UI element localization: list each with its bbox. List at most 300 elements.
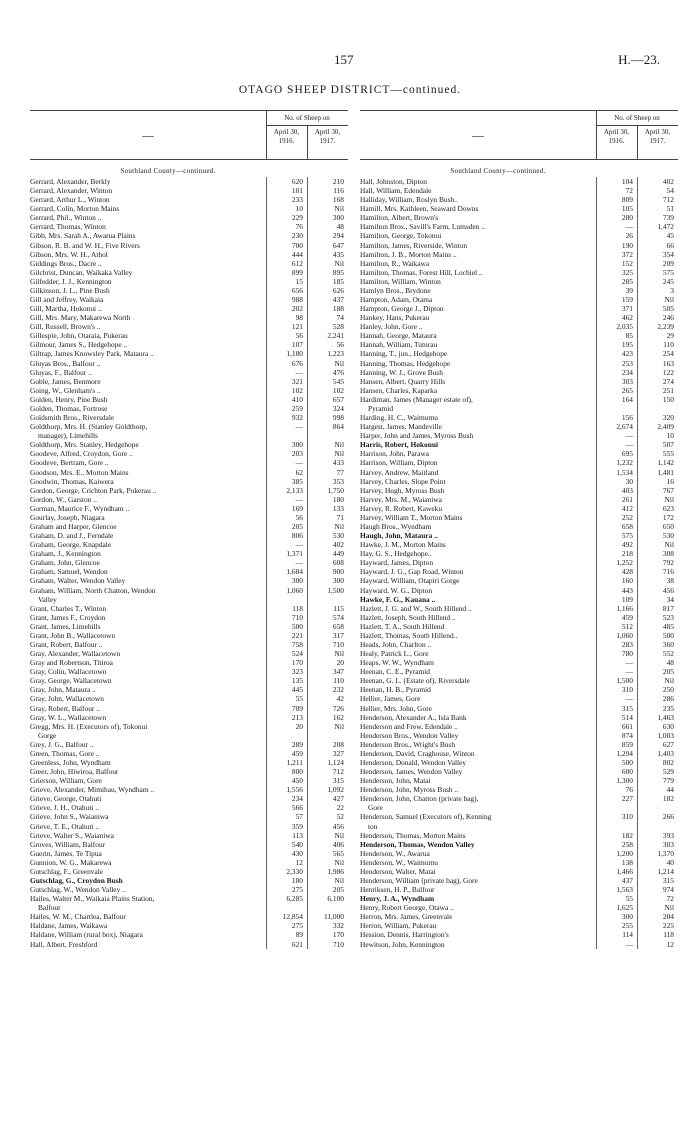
- table-row: [30, 195, 348, 204]
- owner-name-cell: Gunnion, W. G., Makarewa: [30, 857, 112, 867]
- sheep-1917-cell: 716: [662, 567, 674, 577]
- page-number: 157: [334, 52, 354, 67]
- owner-name-cell: Hamilton, R., Waikawa: [360, 258, 430, 268]
- sheep-1916-cell: 300: [621, 912, 633, 922]
- sheep-1917-cell: 974: [662, 885, 674, 895]
- sheep-1916-cell: 121: [291, 322, 303, 332]
- sheep-1916-cell: 160: [621, 576, 633, 586]
- table-row: [30, 368, 348, 377]
- table-row: [360, 422, 678, 431]
- sheep-1916-cell: 2,674: [616, 422, 633, 432]
- table-row: [30, 177, 348, 186]
- sheep-1917-cell: 320: [662, 413, 674, 423]
- sheep-1917-cell: 864: [332, 422, 344, 432]
- table-row: [360, 222, 678, 231]
- sheep-1917-cell: 523: [662, 612, 674, 622]
- sheep-1917-cell: 74: [336, 313, 344, 323]
- sheep-1917-cell: 245: [662, 276, 674, 286]
- sheep-1917-cell: 802: [662, 758, 674, 767]
- table-row: [360, 377, 678, 386]
- table-row: [360, 440, 678, 449]
- table-row: [360, 785, 678, 794]
- sheep-1917-cell: 29: [666, 331, 674, 341]
- owner-name-cell: Gore: [368, 803, 383, 813]
- table-row: [360, 930, 678, 939]
- table-row: [360, 277, 678, 286]
- table-row: [360, 794, 678, 803]
- sheep-1916-cell: 899: [291, 267, 303, 277]
- owner-name-cell: Grant, John B., Wallacetown: [30, 630, 116, 640]
- table-row: [30, 867, 348, 876]
- table-row: [30, 231, 348, 240]
- sheep-1917-cell: 327: [332, 748, 344, 758]
- sheep-1916-cell: 258: [621, 839, 633, 849]
- sheep-1917-cell: 1,370: [657, 848, 674, 858]
- sheep-1917-cell: Nil: [334, 649, 344, 659]
- table-row: [360, 885, 678, 894]
- sheep-1916-cell: 107: [291, 340, 303, 350]
- sheep-1917-cell: 608: [332, 558, 344, 568]
- owner-name-cell: Hazlett, Joseph, South Hillend ..: [360, 612, 456, 622]
- sheep-1917-cell: 402: [662, 177, 674, 186]
- sheep-1916-cell: 164: [621, 394, 633, 404]
- table-row: [30, 921, 348, 930]
- owner-name-cell: Henderson Bros., Wright's Bush: [360, 739, 456, 749]
- sheep-1916-cell: 323: [291, 667, 303, 677]
- owner-name-cell: Graham, William, North Chatton, Wendon: [30, 585, 156, 595]
- sheep-1916-cell: 566: [291, 803, 303, 813]
- owner-name-cell: Henderson and Frew, Edendale ..: [360, 721, 458, 731]
- owner-name-cell: Gutschlag, F., Greenvale: [30, 866, 104, 876]
- sheep-1917-cell: 1,124: [327, 758, 344, 767]
- sheep-1917-cell: 40: [666, 857, 674, 867]
- sheep-1917-cell: 353: [332, 476, 344, 486]
- sheep-1917-cell: 779: [662, 776, 674, 786]
- sheep-1917-cell: 116: [333, 186, 344, 196]
- sheep-1917-cell: 51: [666, 204, 674, 214]
- owner-name-cell: Harvey, William T., Morton Mains: [360, 512, 463, 522]
- sheep-1917-cell: 54: [666, 186, 674, 196]
- sheep-1916-cell: 234: [291, 794, 303, 804]
- sheep-1916-cell: 859: [621, 739, 633, 749]
- sheep-1916-cell: 988: [291, 295, 303, 305]
- sheep-1917-cell: 433: [332, 458, 344, 468]
- owner-name-cell: Grant, Charles T., Winton: [30, 603, 107, 613]
- sheep-1916-cell: 2,035: [616, 322, 633, 332]
- table-row: [30, 812, 348, 821]
- sheep-1916-cell: 10: [295, 204, 303, 214]
- sheep-1916-cell: 159: [621, 295, 633, 305]
- owner-name-cell: Hellier, Mrs. John, Gore: [360, 703, 432, 713]
- table-row: [30, 359, 348, 368]
- sheep-1917-cell: 274: [662, 376, 674, 386]
- owner-name-cell: Grieve, Walter S., Waianiwa: [30, 830, 114, 840]
- table-row: [30, 449, 348, 458]
- sheep-1916-cell: 700: [291, 240, 303, 250]
- owner-name-cell: Gray, John, Mataura ..: [30, 685, 96, 695]
- sheep-1917-cell: 254: [662, 349, 674, 359]
- sheep-1917-cell: 658: [332, 621, 344, 631]
- owner-name-cell: Heenan, H. B., Pyramid: [360, 685, 431, 695]
- sheep-1917-cell: [307, 431, 348, 440]
- sheep-1917-cell: 185: [332, 276, 344, 286]
- owner-name-cell: Gerrard, Colin, Morton Mains: [30, 204, 120, 214]
- sheep-1916-cell: 437: [621, 876, 633, 886]
- sheep-1917-cell: 182: [662, 794, 674, 804]
- sheep-1916-cell: 169: [291, 503, 303, 513]
- table-row: [360, 649, 678, 658]
- sheep-1917-cell: 38: [666, 576, 674, 586]
- owner-name-cell: Gibb, Mrs. Sarah A., Awarua Plains: [30, 231, 136, 241]
- owner-name-cell: Pyramid: [368, 403, 394, 413]
- owner-name-cell: Graham, George, Knapdale: [30, 540, 112, 550]
- owner-name-cell: Hamilton, Thomas, Forest Hill, Lochiel ..: [360, 267, 483, 277]
- owner-name-cell: Goodeve, Alfred, Croydon, Gore ..: [30, 449, 133, 459]
- sheep-1917-cell: 575: [662, 267, 674, 277]
- sheep-1916-cell: 1,563: [616, 885, 633, 895]
- owner-name-cell: Gill and Jeffrey, Waikaia: [30, 295, 104, 305]
- sheep-1917-cell: 205: [332, 885, 344, 895]
- name-column-header: —: [472, 128, 484, 142]
- table-row: [30, 767, 348, 776]
- table-row: [360, 458, 678, 467]
- table-row: [360, 694, 678, 703]
- sheep-1916-cell: 1,166: [616, 603, 633, 613]
- table-row: [360, 531, 678, 540]
- table-row: [30, 522, 348, 531]
- table-row: [30, 840, 348, 849]
- owner-name-cell: Hamill, Mrs. Kathleen, Seaward Downs: [360, 204, 479, 214]
- sheep-1916-cell: 12: [295, 857, 303, 867]
- owner-name-cell: Hanning, W. J., Grove Bush: [360, 367, 443, 377]
- section-heading: Southland County—continued.: [120, 167, 216, 175]
- owner-name-cell: Hall, Albert, Freshford: [30, 939, 98, 949]
- owner-name-cell: Harris, Robert, Hokonui: [360, 440, 439, 450]
- owner-name-cell: Harvey, Charles, Slope Point: [360, 476, 446, 486]
- sheep-1916-cell: 275: [291, 885, 303, 895]
- owner-name-cell: Gerrard, Alexander, Winton: [30, 186, 113, 196]
- owner-name-cell: Hayward, W. G., Dipton: [360, 585, 433, 595]
- owner-name-cell: Gill, Martha, Hokonui ..: [30, 304, 102, 314]
- sheep-1917-cell: 505: [662, 304, 674, 314]
- sheep-1917-cell: 1,481: [657, 467, 674, 477]
- owner-name-cell: Hayward, James, Dipton: [360, 558, 434, 568]
- sheep-1916-cell: 1,180: [286, 349, 303, 359]
- sheep-1916-cell: 428: [621, 567, 633, 577]
- sheep-1917-cell: 44: [666, 785, 674, 795]
- sheep-1916-cell: 6,285: [286, 894, 303, 904]
- table-row: [30, 295, 348, 304]
- table-row: [360, 858, 678, 867]
- sheep-1917-cell: 235: [662, 703, 674, 713]
- sheep-1916-cell: —: [625, 694, 633, 704]
- sheep-1916-cell: 105: [621, 204, 633, 214]
- sheep-1917-cell: 162: [332, 712, 344, 722]
- sheep-1916-cell: 76: [625, 785, 633, 795]
- sheep-1916-cell: —: [625, 440, 633, 450]
- table-row: [30, 740, 348, 749]
- sheep-1917-cell: [307, 731, 348, 740]
- sheep-1917-cell: 529: [662, 767, 674, 777]
- table-row: [360, 431, 678, 440]
- table-row: [360, 912, 678, 921]
- table-row: [360, 831, 678, 840]
- sheep-1916-cell: 600: [621, 767, 633, 777]
- sheep-1917-cell: Nil: [334, 721, 344, 731]
- sheep-1917-cell: 712: [332, 767, 344, 777]
- sheep-1917-cell: 626: [332, 285, 344, 295]
- table-row: [360, 749, 678, 758]
- sheep-1917-cell: 792: [662, 558, 674, 568]
- sheep-1916-cell: 221: [291, 630, 303, 640]
- table-row: [360, 867, 678, 876]
- table-row: [30, 340, 348, 349]
- sheep-1916-cell: —: [295, 494, 303, 504]
- sheep-1917-cell: 303: [662, 839, 674, 849]
- sheep-1917-cell: 2,409: [657, 422, 674, 432]
- sheep-1917-cell: 205: [662, 667, 674, 677]
- sheep-1917-cell: 110: [333, 676, 344, 686]
- sheep-1916-cell: 310: [621, 685, 633, 695]
- sheep-1916-cell: 1,534: [616, 467, 633, 477]
- sheep-1917-cell: 574: [332, 612, 344, 622]
- sheep-count-group-header: No. of Sheep on: [596, 112, 678, 126]
- owner-name-cell: Harding, H. C., Waimumu: [360, 413, 438, 423]
- sheep-1916-cell: 252: [621, 512, 633, 522]
- year-1916-header: April 30, 1916.: [273, 128, 300, 145]
- sheep-1916-cell: 621: [291, 939, 303, 949]
- owner-name-cell: Gilfedder, J. J., Kennington: [30, 276, 112, 286]
- sheep-1917-cell: Nil: [334, 258, 344, 268]
- owner-name-cell: Going, W., Glenham's ..: [30, 385, 101, 395]
- sheep-1917-cell: 133: [332, 503, 344, 513]
- owner-name-cell: Hayward, J. G., Gap Road, Winton: [360, 567, 464, 577]
- owner-name-cell: Gourlay, Joseph, Niagara: [30, 512, 105, 522]
- owner-name-cell: Gillespie, John, Otaraia, Pukerau: [30, 331, 128, 341]
- sheep-1916-cell: 575: [621, 531, 633, 541]
- sheep-1916-cell: 285: [621, 276, 633, 286]
- sheep-1916-cell: 1,232: [616, 458, 633, 468]
- sheep-1916-cell: 170: [291, 658, 303, 668]
- sheep-1916-cell: 234: [621, 367, 633, 377]
- owner-name-cell: Hazlett, T. A., South Hillend: [360, 621, 445, 631]
- sheep-1917-cell: 900: [332, 567, 344, 577]
- owner-name-cell: Henderson, James, Wendon Valley: [360, 767, 463, 777]
- sheep-1916-cell: 205: [291, 521, 303, 531]
- owner-name-cell: Grant, Robert, Balfour ..: [30, 639, 103, 649]
- table-row: [360, 667, 678, 676]
- table-row: [30, 395, 348, 404]
- owner-name-cell: Valley: [38, 594, 57, 604]
- table-row: [360, 286, 678, 295]
- owner-name-cell: Harvey, Hugh, Myross Bush: [360, 485, 445, 495]
- sheep-1917-cell: 180: [332, 494, 344, 504]
- sheep-1917-cell: 16: [666, 476, 674, 486]
- table-row: [360, 340, 678, 349]
- owner-name-cell: Hawke, F. G., Kauana ..: [360, 594, 436, 604]
- sheep-1917-cell: Nil: [664, 903, 674, 913]
- sheep-1916-cell: 20: [295, 721, 303, 731]
- owner-name-cell: Heenan, C. E., Pyramid: [360, 667, 430, 677]
- owner-name-cell: Gutschlag, W., Wendon Valley ..: [30, 885, 126, 895]
- sheep-1917-cell: 20: [336, 658, 344, 668]
- table-row: [30, 313, 348, 322]
- sheep-1916-cell: 385: [291, 476, 303, 486]
- sheep-1917-cell: 647: [332, 240, 344, 250]
- owner-name-cell: Goldthorp, Mrs. H. (Stanley Goldthorp,: [30, 422, 148, 432]
- sheep-1917-cell: 332: [332, 921, 344, 931]
- owner-name-cell: Gibson, R. B. and W. H., Five Rivers: [30, 240, 140, 250]
- sheep-1917-cell: Nil: [334, 358, 344, 368]
- owner-name-cell: Hansen, Albert, Quarry Hills: [360, 376, 446, 386]
- sheep-1917-cell: 48: [336, 222, 344, 232]
- owner-name-cell: Goble, James, Benmore: [30, 376, 101, 386]
- sheep-1916-cell: 190: [621, 240, 633, 250]
- left-table-body: [30, 177, 348, 949]
- sheep-1916-cell: 300: [291, 576, 303, 586]
- sheep-1917-cell: 1,986: [327, 866, 344, 876]
- sheep-1916-cell: 259: [291, 403, 303, 413]
- owner-name-cell: Gilchrist, Duncan, Waikaka Valley: [30, 267, 133, 277]
- table-row: [360, 304, 678, 313]
- sheep-1917-cell: 1,750: [327, 485, 344, 495]
- owner-name-cell: Gerrard, Arthur L., Winton: [30, 195, 110, 205]
- sheep-1916-cell: [266, 431, 307, 440]
- owner-name-cell: Guerin, James, Te Tipua: [30, 848, 102, 858]
- table-row: [360, 186, 678, 195]
- sheep-1917-cell: 2,239: [657, 322, 674, 332]
- sheep-1917-cell: 1,003: [657, 730, 674, 740]
- sheep-1916-cell: 462: [621, 313, 633, 323]
- table-row: [360, 758, 678, 767]
- table-row: [30, 558, 348, 567]
- table-row: [360, 704, 678, 713]
- sheep-1917-cell: 657: [332, 394, 344, 404]
- owner-name-cell: Hamilton, George, Tokonui: [360, 231, 442, 241]
- sheep-1917-cell: 102: [332, 385, 344, 395]
- sheep-1916-cell: 182: [621, 830, 633, 840]
- sheep-1917-cell: 630: [662, 721, 674, 731]
- table-row: [30, 940, 348, 949]
- owner-name-cell: Heads, John, Charlton ..: [360, 639, 432, 649]
- owner-name-cell: Henry, J. A., Wyndham: [360, 894, 435, 904]
- table-row: [30, 576, 348, 585]
- sheep-1917-cell: 232: [332, 685, 344, 695]
- owner-name-cell: Grieve, John S., Waianiwa: [30, 812, 109, 822]
- sheep-1917-cell: 42: [336, 694, 344, 704]
- sheep-1917-cell: 530: [332, 531, 344, 541]
- sheep-1916-cell: 62: [295, 467, 303, 477]
- sheep-1917-cell: Nil: [664, 295, 674, 305]
- owner-name-cell: Henderson, Alexander A., Isla Bank: [360, 712, 467, 722]
- owner-name-cell: Hannah, William, Tuturau: [360, 340, 438, 350]
- table-row: [360, 767, 678, 776]
- table-row: [360, 486, 678, 495]
- table-row: [30, 776, 348, 785]
- table-row: [30, 204, 348, 213]
- table-header: [30, 110, 348, 160]
- owner-name-cell: Halliday, William, Roslyn Bush..: [360, 195, 458, 205]
- sheep-1916-cell: 229: [291, 213, 303, 223]
- table-row: [30, 422, 348, 431]
- sheep-1917-cell: 435: [332, 249, 344, 259]
- sheep-1916-cell: 261: [621, 494, 633, 504]
- owner-name-cell: Hardiman, James (Manager estate of),: [360, 394, 473, 404]
- sheep-1917-cell: 1,092: [327, 785, 344, 795]
- sheep-1916-cell: 101: [291, 186, 303, 196]
- table-row: [30, 930, 348, 939]
- sheep-1916-cell: 55: [625, 894, 633, 904]
- sheep-1916-cell: 1,294: [616, 748, 633, 758]
- sheep-1917-cell: 170: [332, 930, 344, 940]
- table-row: [360, 894, 678, 903]
- owner-name-cell: Greer, John, Hiwiroa, Balfour: [30, 767, 119, 777]
- table-row: [30, 822, 348, 831]
- sheep-1917-cell: 456: [662, 585, 674, 595]
- owner-name-cell: Gerrard, Thomas, Winton: [30, 222, 106, 232]
- sheep-1916-cell: 72: [625, 186, 633, 196]
- owner-name-cell: Gray, George, Wallacetown: [30, 676, 112, 686]
- sheep-1916-cell: 661: [621, 721, 633, 731]
- sheep-1917-cell: Nil: [334, 857, 344, 867]
- owner-name-cell: Gray, W. L., Wallacetown: [30, 712, 107, 722]
- sheep-1917-cell: [637, 803, 678, 812]
- table-row: [30, 722, 348, 731]
- sheep-1916-cell: 372: [621, 249, 633, 259]
- left-column-table: [30, 110, 348, 949]
- sheep-1917-cell: 150: [662, 394, 674, 404]
- table-row: [30, 631, 348, 640]
- table-row: [30, 513, 348, 522]
- sheep-1916-cell: 412: [621, 503, 633, 513]
- sheep-1916-cell: 56: [295, 331, 303, 341]
- owner-name-cell: Gilmour, James S., Hedgehope ..: [30, 340, 128, 350]
- owner-name-cell: Gerrard, Alexander, Berkly: [30, 177, 111, 186]
- owner-name-cell: Golden, Thomas, Fortrose: [30, 403, 108, 413]
- sheep-1917-cell: 406: [332, 839, 344, 849]
- owner-name-cell: Grieve, J. H., Otahuti ..: [30, 803, 99, 813]
- sheep-1917-cell: 225: [662, 921, 674, 931]
- owner-name-cell: Henderson, William (private bag), Gore: [360, 876, 478, 886]
- sheep-1916-cell: 450: [291, 776, 303, 786]
- sheep-1916-cell: 932: [291, 413, 303, 423]
- table-row: [360, 731, 678, 740]
- table-row: [30, 286, 348, 295]
- sheep-1916-cell: 780: [621, 649, 633, 659]
- sheep-1916-cell: 76: [295, 222, 303, 232]
- table-row: [360, 812, 678, 821]
- sheep-1917-cell: 122: [662, 367, 674, 377]
- table-row: [360, 921, 678, 930]
- table-row: [30, 186, 348, 195]
- sheep-1916-cell: —: [295, 540, 303, 550]
- table-row: [360, 250, 678, 259]
- sheep-1917-cell: 354: [662, 249, 674, 259]
- owner-name-cell: Heaps, W. W., Wyndham: [360, 658, 434, 668]
- sheep-1917-cell: 118: [663, 930, 674, 940]
- sheep-1917-cell: 402: [332, 540, 344, 550]
- owner-name-cell: Henderson, Thomas, Wendon Valley: [360, 839, 475, 849]
- owner-name-cell: Goldthorp, Mrs. Stanley, Hedgehope: [30, 440, 139, 450]
- sheep-1917-cell: 3: [670, 285, 674, 295]
- table-row: [360, 177, 678, 186]
- owner-name-cell: Hall, William, Edendale: [360, 186, 432, 196]
- sheep-1917-cell: 552: [662, 649, 674, 659]
- sheep-1916-cell: 26: [625, 231, 633, 241]
- sheep-1916-cell: 1,300: [616, 776, 633, 786]
- sheep-1916-cell: 874: [621, 730, 633, 740]
- owner-name-cell: Hazlett, J. G. and W., South Hillend ..: [360, 603, 472, 613]
